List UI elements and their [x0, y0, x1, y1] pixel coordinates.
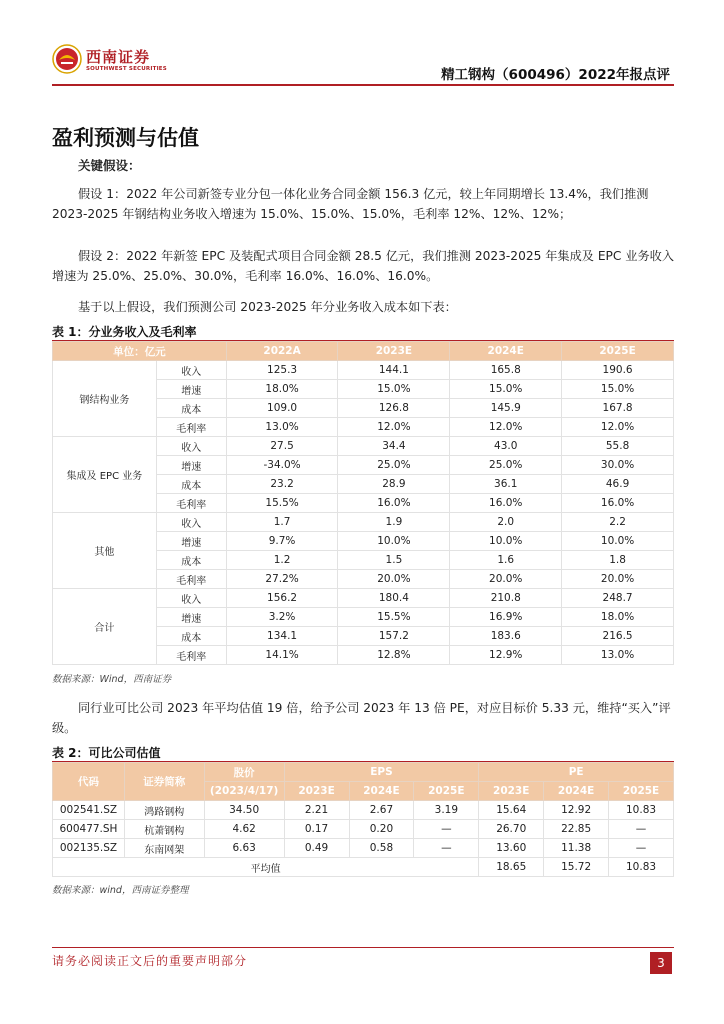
eps-cell: 3.19 [414, 801, 479, 820]
value-cell: 216.5 [562, 627, 674, 646]
footer-divider [52, 947, 674, 948]
value-cell: 165.8 [450, 361, 562, 380]
table-row [53, 820, 674, 839]
value-cell: 18.0% [562, 608, 674, 627]
value-cell: 2.0 [450, 513, 562, 532]
value-cell: 1.7 [226, 513, 338, 532]
sub-heading: 关键假设： [78, 158, 141, 173]
value-cell: 15.5% [226, 494, 338, 513]
metric-cell: 成本 [156, 475, 226, 494]
table-row [53, 589, 674, 608]
metric-cell: 增速 [156, 456, 226, 475]
value-cell: 15.0% [562, 380, 674, 399]
eps-cell: 2.67 [349, 801, 414, 820]
eps-year-header: 2023E [284, 782, 349, 801]
metric-cell: 收入 [156, 589, 226, 608]
value-cell: 15.5% [338, 608, 450, 627]
metric-cell: 增速 [156, 380, 226, 399]
value-cell: 1.9 [338, 513, 450, 532]
value-cell: 30.0% [562, 456, 674, 475]
value-cell: 3.2% [226, 608, 338, 627]
value-cell: 10.0% [562, 532, 674, 551]
table-row [53, 801, 674, 820]
metric-cell: 收入 [156, 361, 226, 380]
value-cell: 134.1 [226, 627, 338, 646]
value-cell: 1.2 [226, 551, 338, 570]
value-cell: 12.9% [450, 646, 562, 665]
value-cell: 25.0% [450, 456, 562, 475]
value-cell: 20.0% [450, 570, 562, 589]
logo-text-cn: 西南证券 [86, 48, 151, 66]
value-cell: 167.8 [562, 399, 674, 418]
price-date-header: (2023/4/17) [204, 782, 284, 801]
pe-year-header: 2025E [609, 782, 674, 801]
metric-cell: 成本 [156, 627, 226, 646]
table1-source: 数据来源：Wind，西南证券 [52, 674, 172, 685]
average-row [53, 858, 674, 877]
eps-cell: 0.17 [284, 820, 349, 839]
metric-cell: 毛利率 [156, 570, 226, 589]
footer-disclaimer: 请务必阅读正文后的重要声明部分 [52, 954, 248, 968]
logo-icon [52, 44, 82, 74]
average-pe-cell: 15.72 [544, 858, 609, 877]
header-divider [52, 84, 674, 86]
value-cell: 12.0% [450, 418, 562, 437]
value-cell: 1.6 [450, 551, 562, 570]
year-header: 2024E [450, 342, 562, 361]
value-cell: 156.2 [226, 589, 338, 608]
price-header: 股价 [204, 763, 284, 782]
value-cell: 1.5 [338, 551, 450, 570]
paragraph-forecast-intro: 基于以上假设，我们预测公司 2023-2025 年分业务收入成本如下表： [78, 300, 457, 314]
price-cell: 34.50 [204, 801, 284, 820]
price-cell: 4.62 [204, 820, 284, 839]
value-cell: 126.8 [338, 399, 450, 418]
paragraph-assumption-1: 假设 1：2022 年公司新签专业分包一体化业务合同金额 156.3 亿元，较上年同期增长 13.4%，我们推测 2023-2025 年钢结构业务收入增速为 15.0%、15.0%、15.0%，毛利率 12%、12%、12%； [52, 187, 649, 221]
value-cell: 20.0% [562, 570, 674, 589]
value-cell: 12.0% [338, 418, 450, 437]
value-cell: 183.6 [450, 627, 562, 646]
value-cell: 43.0 [450, 437, 562, 456]
eps-cell: 2.21 [284, 801, 349, 820]
table-row [53, 437, 674, 456]
value-cell: 46.9 [562, 475, 674, 494]
segment-name-cell: 集成及 EPC 业务 [53, 437, 157, 513]
value-cell: 13.0% [562, 646, 674, 665]
value-cell: 157.2 [338, 627, 450, 646]
year-header: 2023E [338, 342, 450, 361]
value-cell: 36.1 [450, 475, 562, 494]
comparable-companies-table [52, 762, 674, 877]
pe-cell: 13.60 [479, 839, 544, 858]
value-cell: 9.7% [226, 532, 338, 551]
pe-cell: 11.38 [544, 839, 609, 858]
code-header: 代码 [53, 763, 125, 801]
value-cell: 190.6 [562, 361, 674, 380]
pe-cell: 22.85 [544, 820, 609, 839]
table2-caption: 表 2：可比公司估值 [52, 746, 161, 760]
report-title: 精工钢构（600496）2022年报点评 [441, 67, 670, 83]
value-cell: 12.0% [562, 418, 674, 437]
value-cell: 10.0% [338, 532, 450, 551]
value-cell: 13.0% [226, 418, 338, 437]
value-cell: 248.7 [562, 589, 674, 608]
value-cell: 27.5 [226, 437, 338, 456]
unit-header: 单位：亿元 [53, 342, 227, 361]
value-cell: 2.2 [562, 513, 674, 532]
metric-cell: 收入 [156, 437, 226, 456]
value-cell: 25.0% [338, 456, 450, 475]
value-cell: 34.4 [338, 437, 450, 456]
paragraph-assumption-2: 假设 2：2022 年新签 EPC 及装配式项目合同金额 28.5 亿元，我们推测 2023-2025 年集成及 EPC 业务收入增速为 25.0%、25.0%、30.0%，毛利率 16.0%、16.0%、16.0%。 [52, 249, 675, 283]
eps-header: EPS [284, 763, 479, 782]
value-cell: 28.9 [338, 475, 450, 494]
value-cell: 18.0% [226, 380, 338, 399]
code-cell: 600477.SH [53, 820, 125, 839]
pe-cell: 26.70 [479, 820, 544, 839]
value-cell: 10.0% [450, 532, 562, 551]
eps-cell: 0.20 [349, 820, 414, 839]
value-cell: 55.8 [562, 437, 674, 456]
paragraph-valuation: 同行业可比公司 2023 年平均估值 19 倍，给予公司 2023 年 13 倍 PE，对应目标价 5.33 元，维持“买入”评级。 [52, 701, 671, 735]
value-cell: 16.0% [450, 494, 562, 513]
value-cell: 16.0% [338, 494, 450, 513]
name-cell: 鸿路钢构 [124, 801, 204, 820]
value-cell: 125.3 [226, 361, 338, 380]
value-cell: -34.0% [226, 456, 338, 475]
eps-year-header: 2024E [349, 782, 414, 801]
pe-cell: 15.64 [479, 801, 544, 820]
value-cell: 20.0% [338, 570, 450, 589]
eps-cell: 0.58 [349, 839, 414, 858]
segment-name-cell: 其他 [53, 513, 157, 589]
code-cell: 002541.SZ [53, 801, 125, 820]
value-cell: 12.8% [338, 646, 450, 665]
metric-cell: 增速 [156, 608, 226, 627]
table-header-row [53, 342, 674, 361]
segment-revenue-table [52, 341, 674, 665]
metric-cell: 收入 [156, 513, 226, 532]
pe-cell: — [609, 839, 674, 858]
name-cell: 杭萧钢构 [124, 820, 204, 839]
code-cell: 002135.SZ [53, 839, 125, 858]
table1-caption: 表 1：分业务收入及毛利率 [52, 325, 197, 339]
year-header: 2022A [226, 342, 338, 361]
metric-cell: 毛利率 [156, 646, 226, 665]
value-cell: 27.2% [226, 570, 338, 589]
metric-cell: 成本 [156, 551, 226, 570]
metric-cell: 成本 [156, 399, 226, 418]
eps-cell: — [414, 820, 479, 839]
price-cell: 6.63 [204, 839, 284, 858]
name-cell: 东南网架 [124, 839, 204, 858]
value-cell: 210.8 [450, 589, 562, 608]
average-label-cell: 平均值 [53, 858, 479, 877]
pe-cell: 10.83 [609, 801, 674, 820]
table-header-row [53, 763, 674, 782]
page-header [0, 0, 724, 90]
eps-cell: — [414, 839, 479, 858]
year-header: 2025E [562, 342, 674, 361]
metric-cell: 毛利率 [156, 494, 226, 513]
average-pe-cell: 10.83 [609, 858, 674, 877]
value-cell: 145.9 [450, 399, 562, 418]
value-cell: 144.1 [338, 361, 450, 380]
pe-year-header: 2023E [479, 782, 544, 801]
table-row [53, 839, 674, 858]
page-number: 3 [650, 952, 672, 974]
value-cell: 109.0 [226, 399, 338, 418]
value-cell: 180.4 [338, 589, 450, 608]
segment-name-cell: 钢结构业务 [53, 361, 157, 437]
value-cell: 14.1% [226, 646, 338, 665]
segment-name-cell: 合计 [53, 589, 157, 665]
value-cell: 23.2 [226, 475, 338, 494]
table2-source: 数据来源：wind，西南证券整理 [52, 885, 189, 896]
metric-cell: 毛利率 [156, 418, 226, 437]
value-cell: 15.0% [338, 380, 450, 399]
pe-cell: — [609, 820, 674, 839]
value-cell: 16.9% [450, 608, 562, 627]
pe-header: PE [479, 763, 674, 782]
table-row [53, 361, 674, 380]
logo-text-en: SOUTHWEST SECURITIES [86, 66, 167, 72]
eps-cell: 0.49 [284, 839, 349, 858]
eps-year-header: 2025E [414, 782, 479, 801]
value-cell: 15.0% [450, 380, 562, 399]
name-header: 证券简称 [124, 763, 204, 801]
pe-year-header: 2024E [544, 782, 609, 801]
pe-cell: 12.92 [544, 801, 609, 820]
metric-cell: 增速 [156, 532, 226, 551]
value-cell: 16.0% [562, 494, 674, 513]
table-row [53, 513, 674, 532]
value-cell: 1.8 [562, 551, 674, 570]
section-title: 盈利预测与估值 [52, 125, 199, 150]
average-pe-cell: 18.65 [479, 858, 544, 877]
